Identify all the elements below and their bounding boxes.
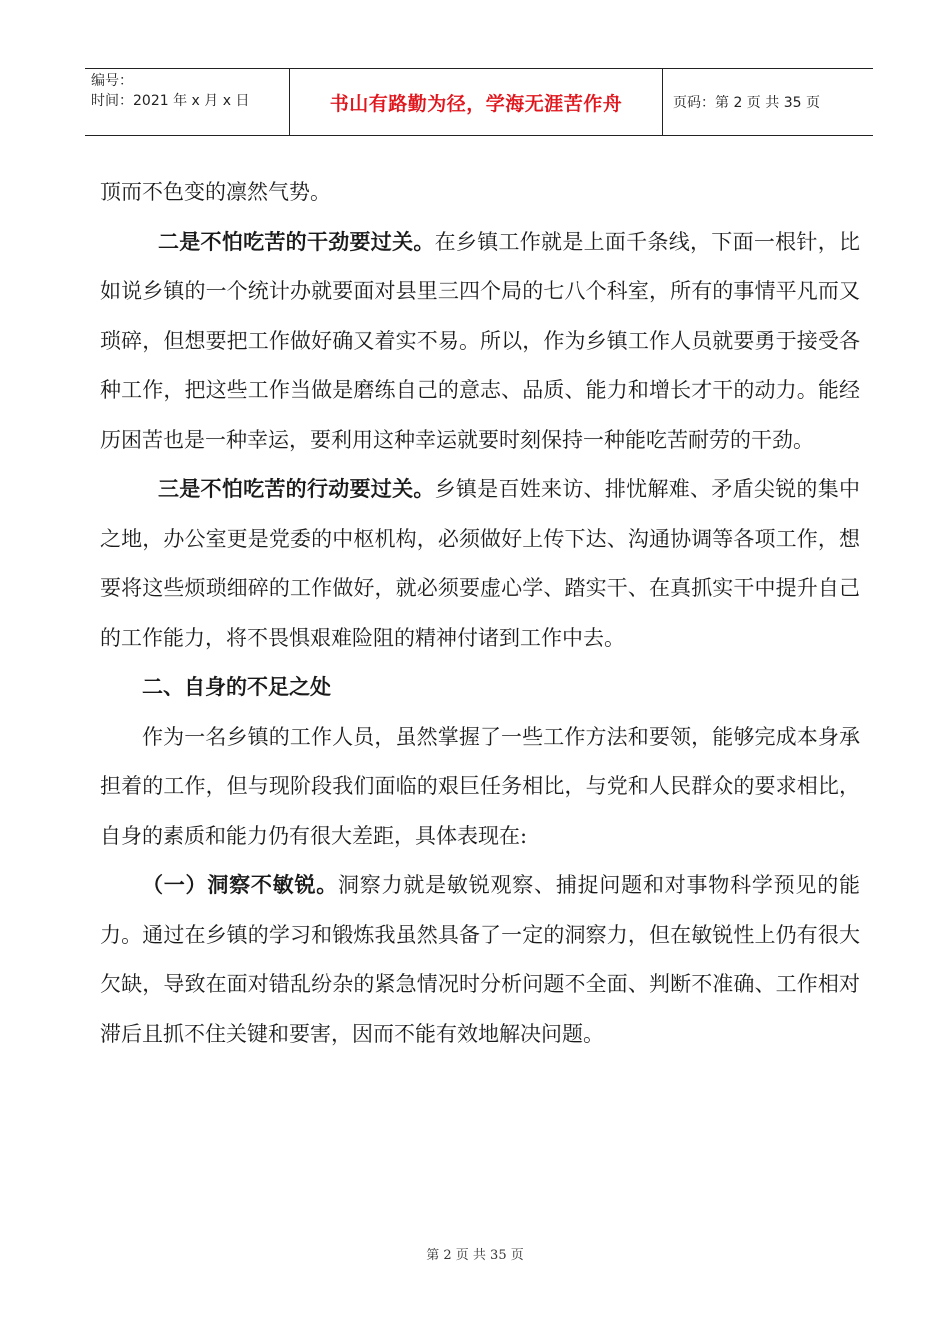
point-heading: 二是不怕吃苦的干劲要过关。 xyxy=(158,229,435,254)
section-heading: 二、自身的不足之处 xyxy=(142,675,331,699)
document-header xyxy=(85,68,873,136)
paragraph-second-point xyxy=(100,218,860,466)
point-text: 乡镇是百姓来访、排忧解难、矛盾尖锐的集中之地，办公室更是党委的中枢机构，必须做好上传下达、沟通协调等各项工作，想要将这些烦琐细碎的工作做好，就必须要虚心学、踏实干、在真抓实干中提升自己的工作能力，将不畏惧艰难险阻的精神付诸到工作中去。 xyxy=(100,477,860,650)
point-text: 在乡镇工作就是上面千条线，下面一根针，比如说乡镇的一个统计办就要面对县里三四个局的七八个科室，所有的事情平凡而又琐碎，但想要把工作做好确又着实不易。所以，作为乡镇工作人员就要勇于接受各种工作，把这些工作当做是磨练自己的意志、品质、能力和增长才干的动力。能经历困苦也是一种幸运，要利用这种幸运就要时刻保持一种能吃苦耐劳的干劲。 xyxy=(100,229,860,452)
point-heading: 三是不怕吃苦的行动要过关。 xyxy=(158,477,435,501)
header-number: 编号： xyxy=(91,73,133,89)
subpoint-text: 洞察力就是敏锐观察、捕捉问题和对事物科学预见的能力。通过在乡镇的学习和锻炼我虽然具备了一定的洞察力，但在敏锐性上仍有很大欠缺，导致在面对错乱纷杂的紧急情况时分析问题不全面、判断不准确、工作相对滞后且抓不住关键和要害，因而不能有效地解决问题。 xyxy=(100,873,860,1046)
paragraph-intro: 作为一名乡镇的工作人员，虽然掌握了一些工作方法和要领，能够完成本身承担着的工作，但与现阶段我们面临的艰巨任务相比，与党和人民群众的要求相比，自身的素质和能力仍有很大差距，具体表现在: xyxy=(100,724,860,848)
paragraph-subpoint-1 xyxy=(100,861,860,1059)
header-meta xyxy=(85,69,289,135)
page-footer: 第 2 页 共 35 页 xyxy=(426,1248,524,1263)
paragraph-continuation: 顶而不色变的凛然气势。 xyxy=(100,180,331,204)
header-page-number: 页码：第 2 页 共 35 页 xyxy=(673,95,820,111)
document-body xyxy=(100,168,860,1059)
header-time: 时间：2021 年 x 月 x 日 xyxy=(91,93,250,109)
header-motto: 书山有路勤为径，学海无涯苦作舟 xyxy=(289,69,663,135)
paragraph-third-point xyxy=(100,465,860,663)
subpoint-heading: （一）洞察不敏锐。 xyxy=(142,873,339,897)
